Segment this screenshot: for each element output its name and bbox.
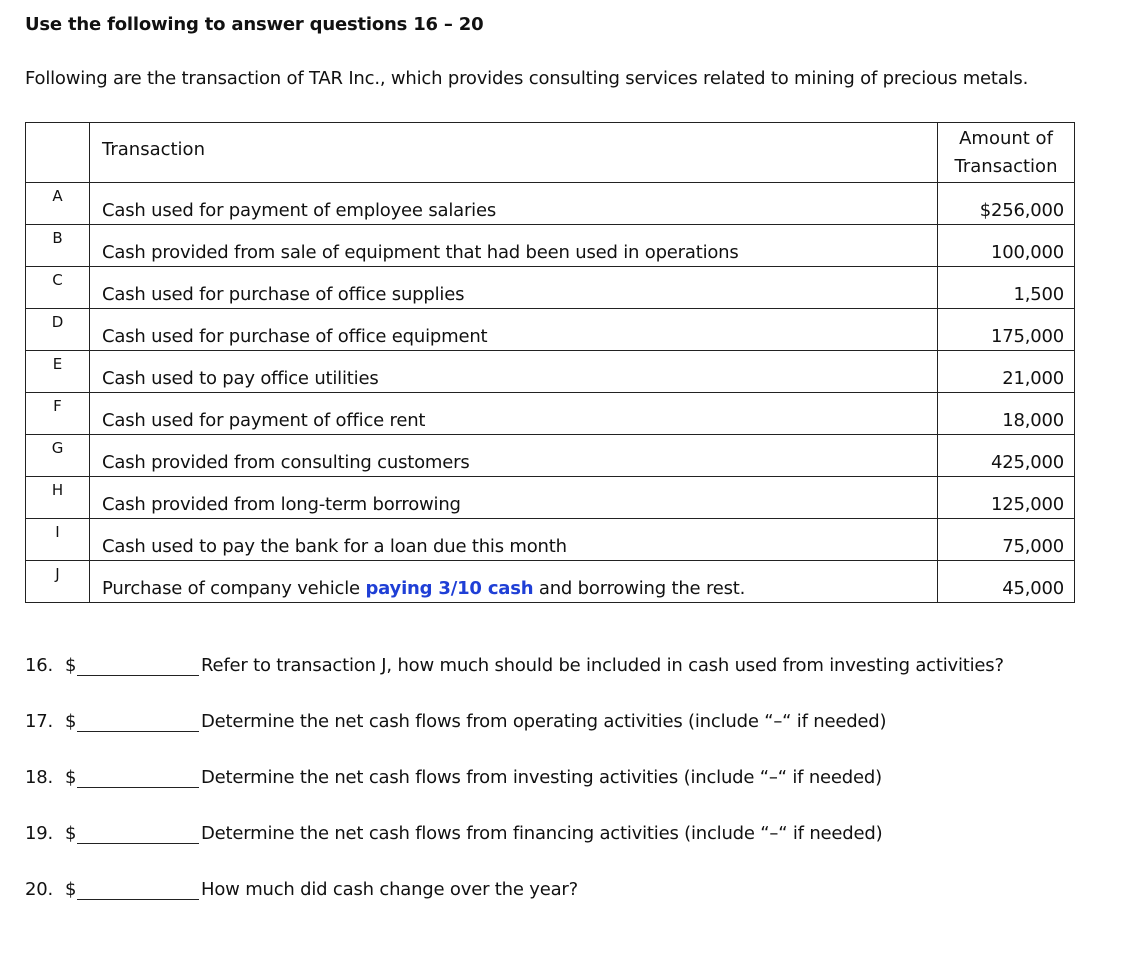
question-number: 16. bbox=[25, 655, 54, 676]
question-item bbox=[25, 655, 1115, 711]
row-letter: H bbox=[26, 477, 90, 519]
currency-symbol: $ bbox=[65, 655, 77, 676]
row-letter: C bbox=[26, 267, 90, 309]
row-amount: 18,000 bbox=[938, 393, 1075, 435]
table-row bbox=[26, 309, 1075, 351]
row-description-post: and borrowing the rest. bbox=[533, 578, 746, 599]
question-item bbox=[25, 711, 1115, 767]
question-item bbox=[25, 823, 1115, 879]
table-row bbox=[26, 183, 1075, 225]
table-row bbox=[26, 477, 1075, 519]
amount-header-line1: Amount of bbox=[959, 127, 1053, 149]
row-description: Cash provided from long-term borrowing bbox=[90, 477, 938, 519]
table-header-row bbox=[26, 123, 1075, 183]
row-description: Cash used for payment of employee salaries bbox=[90, 183, 938, 225]
row-description: Cash used for purchase of office equipment bbox=[90, 309, 938, 351]
row-amount: 21,000 bbox=[938, 351, 1075, 393]
table-row bbox=[26, 561, 1075, 603]
row-letter: D bbox=[26, 309, 90, 351]
transactions-table bbox=[25, 122, 1075, 603]
row-amount: 425,000 bbox=[938, 435, 1075, 477]
answer-blank[interactable] bbox=[77, 711, 199, 732]
currency-symbol: $ bbox=[65, 767, 77, 788]
question-item bbox=[25, 767, 1115, 823]
row-letter: J bbox=[26, 561, 90, 603]
table-row bbox=[26, 267, 1075, 309]
table-row bbox=[26, 393, 1075, 435]
row-letter: A bbox=[26, 183, 90, 225]
row-description: Cash provided from sale of equipment that had been used in operations bbox=[90, 225, 938, 267]
row-letter: G bbox=[26, 435, 90, 477]
question-text: Determine the net cash flows from investing activities (include “–“ if needed) bbox=[201, 767, 882, 788]
question-text: Refer to transaction J, how much should be included in cash used from investing activities? bbox=[201, 655, 1004, 676]
row-amount: $256,000 bbox=[938, 183, 1075, 225]
table-row bbox=[26, 519, 1075, 561]
question-number: 19. bbox=[25, 823, 54, 844]
row-description: Cash used for payment of office rent bbox=[90, 393, 938, 435]
amount-header-line2: Transaction bbox=[954, 155, 1058, 177]
answer-blank[interactable] bbox=[77, 767, 199, 788]
row-description bbox=[90, 561, 938, 603]
question-text: How much did cash change over the year? bbox=[201, 879, 578, 900]
question-item bbox=[25, 879, 1115, 935]
amount-header bbox=[938, 123, 1075, 183]
table-row bbox=[26, 435, 1075, 477]
question-number: 18. bbox=[25, 767, 54, 788]
row-amount: 45,000 bbox=[938, 561, 1075, 603]
question-text: Determine the net cash flows from financing activities (include “–“ if needed) bbox=[201, 823, 883, 844]
row-letter: E bbox=[26, 351, 90, 393]
currency-symbol: $ bbox=[65, 823, 77, 844]
row-description: Cash used for purchase of office supplies bbox=[90, 267, 938, 309]
row-amount: 125,000 bbox=[938, 477, 1075, 519]
table-row bbox=[26, 351, 1075, 393]
transaction-header: Transaction bbox=[90, 123, 938, 183]
row-description: Cash used to pay office utilities bbox=[90, 351, 938, 393]
currency-symbol: $ bbox=[65, 879, 77, 900]
row-amount: 1,500 bbox=[938, 267, 1075, 309]
currency-symbol: $ bbox=[65, 711, 77, 732]
row-amount: 175,000 bbox=[938, 309, 1075, 351]
answer-blank[interactable] bbox=[77, 823, 199, 844]
row-description: Cash used to pay the bank for a loan due this month bbox=[90, 519, 938, 561]
row-description-pre: Purchase of company vehicle bbox=[102, 578, 366, 599]
table-row bbox=[26, 225, 1075, 267]
highlighted-phrase: paying 3/10 cash bbox=[365, 578, 534, 599]
row-amount: 100,000 bbox=[938, 225, 1075, 267]
letter-header-cell bbox=[26, 123, 90, 183]
question-number: 20. bbox=[25, 879, 54, 900]
row-description: Cash provided from consulting customers bbox=[90, 435, 938, 477]
question-text: Determine the net cash flows from operating activities (include “–“ if needed) bbox=[201, 711, 887, 732]
intro-text: Following are the transaction of TAR Inc., which provides consulting services related to mining of precious metals. bbox=[25, 68, 1029, 89]
answer-blank[interactable] bbox=[77, 655, 199, 676]
question-number: 17. bbox=[25, 711, 54, 732]
row-letter: F bbox=[26, 393, 90, 435]
row-amount: 75,000 bbox=[938, 519, 1075, 561]
row-letter: B bbox=[26, 225, 90, 267]
section-heading: Use the following to answer questions 16 – 20 bbox=[25, 14, 484, 35]
answer-blank[interactable] bbox=[77, 879, 199, 900]
questions-list bbox=[25, 655, 1115, 935]
row-letter: I bbox=[26, 519, 90, 561]
